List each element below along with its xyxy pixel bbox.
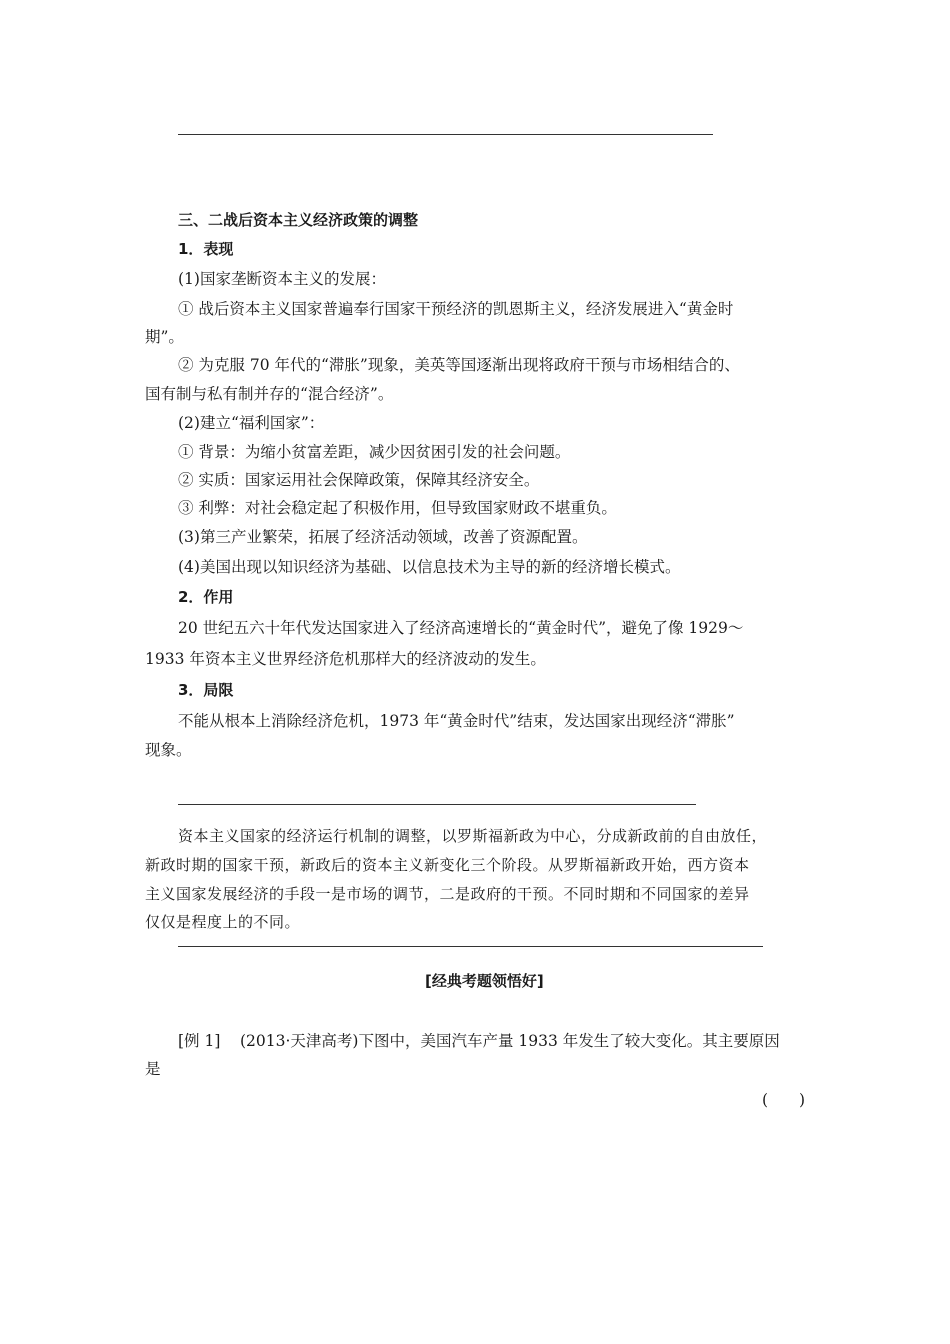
note-text: 资本主义国家的经济运行机制的调整，以罗斯福新政为中心，分成新政前的自由放任，: [178, 827, 768, 845]
paragraph: ① 背景：为缩小贫富差距，减少因贫困引发的社会问题。: [178, 443, 571, 461]
paragraph: ③ 利弊：对社会稳定起了积极作用，但导致国家财政不堪重负。: [178, 499, 617, 517]
paragraph: ① 战后资本主义国家普遍奉行国家干预经济的凯恩斯主义，经济发展进入“黄金时: [178, 300, 734, 318]
paragraph: (1)国家垄断资本主义的发展：: [178, 270, 386, 288]
note-top-divider: [178, 804, 696, 805]
note-text: 主义国家发展经济的手段一是市场的调节，二是政府的干预。不同时期和不同国家的差异: [145, 885, 750, 903]
paragraph: 1933 年资本主义世界经济危机那样大的经济波动的发生。: [145, 650, 546, 668]
paragraph: 期”。: [145, 328, 184, 346]
paragraph: 国有制与私有制并存的“混合经济”。: [145, 385, 394, 403]
paragraph: 20 世纪五六十年代发达国家进入了经济高速增长的“黄金时代”，避免了像 1929～: [178, 619, 744, 637]
example-label: [例 1]: [178, 1032, 221, 1050]
paragraph: (3)第三产业繁荣，拓展了经济活动领域，改善了资源配置。: [178, 528, 588, 546]
paragraph: (4)美国出现以知识经济为基础、以信息技术为主导的新的经济增长模式。: [178, 558, 681, 576]
subheading-effect: 2．作用: [178, 588, 234, 606]
paragraph: ② 实质：国家运用社会保障政策，保障其经济安全。: [178, 471, 540, 489]
note-text: 新政时期的国家干预，新政后的资本主义新变化三个阶段。从罗斯福新政开始，西方资本: [145, 856, 750, 874]
subheading-performance: 1．表现: [178, 240, 234, 258]
paragraph: 不能从根本上消除经济危机，1973 年“黄金时代”结束，发达国家出现经济“滞胀”: [178, 712, 735, 730]
paragraph: 现象。: [145, 741, 192, 759]
paragraph: (2)建立“福利国家”：: [178, 414, 325, 432]
exam-heading: [经典考题领悟好]: [425, 972, 544, 990]
example-question: (2013·天津高考)下图中，美国汽车产量 1933 年发生了较大变化。其主要原因: [240, 1032, 780, 1050]
section-title: 三、二战后资本主义经济政策的调整: [178, 211, 419, 229]
paragraph: ② 为克服 70 年代的“滞胀”现象，美英等国逐渐出现将政府干预与市场相结合的、: [178, 356, 740, 374]
answer-bracket: ( ): [762, 1091, 806, 1109]
note-text: 仅仅是程度上的不同。: [145, 913, 301, 931]
subheading-limitation: 3．局限: [178, 681, 234, 699]
note-bottom-divider: [178, 946, 763, 947]
top-divider: [178, 134, 713, 135]
example-question: 是: [145, 1060, 161, 1078]
